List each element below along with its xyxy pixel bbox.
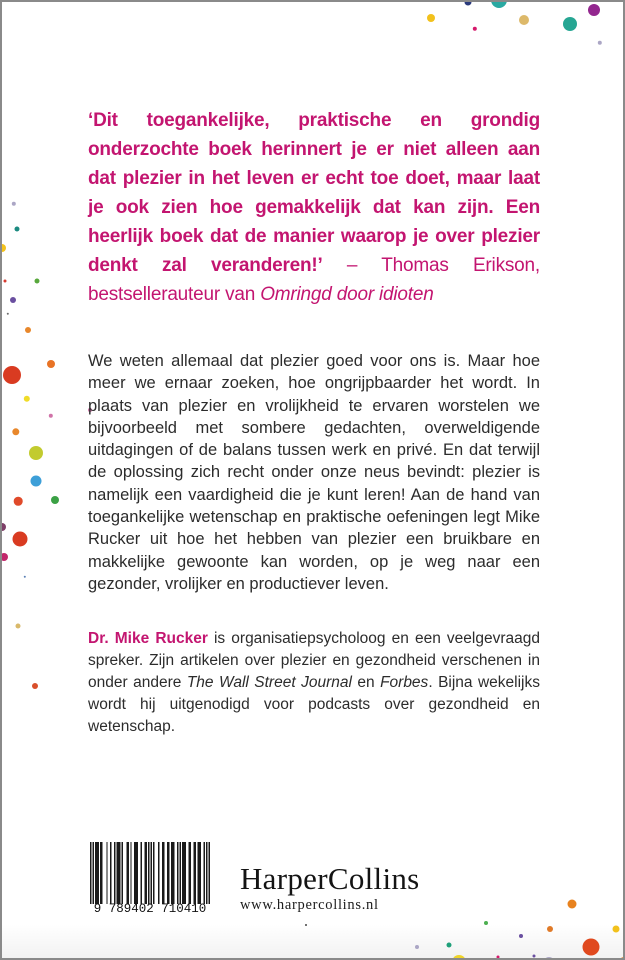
confetti-dot <box>0 553 8 561</box>
confetti-dot <box>15 227 20 232</box>
publisher-website: www.harpercollins.nl <box>240 897 379 913</box>
confetti-dot <box>415 945 419 949</box>
author-name: Dr. Mike Rucker <box>88 630 208 647</box>
isbn-barcode <box>90 842 210 916</box>
confetti-dot <box>598 41 602 45</box>
publisher-block <box>240 862 420 914</box>
book-description: We weten allemaal dat plezier goed voor ons is. Maar hoe meer we ernaar zoeken, hoe ongrijpbaarder het wordt. In plaats van plezier en vrolijkheid te ervaren worstelen we bijvoorbeeld met sombere gedachten, overweldigende uitdagingen of de balans tussen werk en privé. En dat terwijl de oplossing zich recht onder onze neus bevindt: plezier is namelijk een vaardigheid die je kunt leren! Aan de hand van toegankelijke wetenschap en praktische oefeningen legt Mike Rucker uit hoe het hebben van plezier een bruikbare en makkelijke gewoonte kan worden, op je weg naar een gezonder, vrolijker en productiever leven. <box>88 352 540 593</box>
bottom-shadow <box>2 924 623 958</box>
quote-book-title: Omringd door idioten <box>260 284 434 305</box>
isbn-number: 9 789402 710410 <box>83 902 217 916</box>
confetti-dot <box>484 921 488 925</box>
bio-text-1: is organisatiepsycholoog en een veelgevraagd spreker. Zijn artikelen over plezier en gezondheid verschenen in onder andere <box>88 630 540 691</box>
confetti-dot <box>491 0 507 8</box>
confetti-dot <box>47 360 55 368</box>
endorsement-quote <box>88 106 540 309</box>
confetti-dot <box>10 297 16 303</box>
confetti-dot <box>7 313 9 315</box>
confetti-dot <box>13 532 28 547</box>
confetti-dot <box>588 4 600 16</box>
bio-publication-forbes: Forbes <box>380 674 429 691</box>
confetti-dot <box>51 496 59 504</box>
confetti-dot <box>0 523 6 531</box>
confetti-dot <box>25 327 31 333</box>
confetti-dot <box>16 624 21 629</box>
confetti-dot <box>12 202 16 206</box>
confetti-dot <box>0 244 6 252</box>
confetti-dot <box>29 446 43 460</box>
confetti-dot <box>547 926 553 932</box>
publisher-logo: HarperCollins <box>240 861 420 896</box>
confetti-dot <box>305 924 307 926</box>
confetti-dot <box>447 943 452 948</box>
quote-text: ‘Dit toegankelijke, praktische en grondig onderzochte boek herinnert je er niet alleen aan dat plezier in het leven er echt toe doet, maar laat je ook zien hoe gemakkelijk dat kan zijn. Een heerlijk boek dat de manier waarop je over plezier denkt zal veranderen!’ <box>88 110 540 276</box>
confetti-dot <box>519 934 523 938</box>
confetti-dot <box>49 414 53 418</box>
confetti-dot <box>4 280 7 283</box>
confetti-dot <box>465 0 472 6</box>
bio-publication-wsj: The Wall Street Journal <box>186 674 352 691</box>
confetti-dot <box>14 497 23 506</box>
confetti-dot <box>24 576 26 578</box>
confetti-dot <box>3 366 21 384</box>
quote-attribution: – Thomas Erikson, bestsellerauteur van <box>88 255 540 305</box>
bio-text-2: en <box>351 674 381 691</box>
confetti-dot <box>563 17 577 31</box>
confetti-dot <box>32 683 38 689</box>
confetti-dot <box>31 476 42 487</box>
bio-text-3: . Bijna wekelijks wordt hij uitgenodigd voor podcasts over gezondheid en wetenschap. <box>88 674 540 735</box>
confetti-dot <box>613 926 620 933</box>
barcode-bars-image <box>90 842 210 904</box>
confetti-dot <box>533 955 536 958</box>
confetti-dot <box>12 428 19 435</box>
confetti-dot <box>519 15 529 25</box>
confetti-dot <box>568 900 577 909</box>
confetti-dot <box>583 939 600 956</box>
confetti-dot <box>427 14 435 22</box>
confetti-dot <box>473 27 477 31</box>
author-bio <box>88 628 540 738</box>
confetti-dot <box>24 396 30 402</box>
confetti-dot <box>497 956 500 959</box>
confetti-dot <box>35 279 40 284</box>
